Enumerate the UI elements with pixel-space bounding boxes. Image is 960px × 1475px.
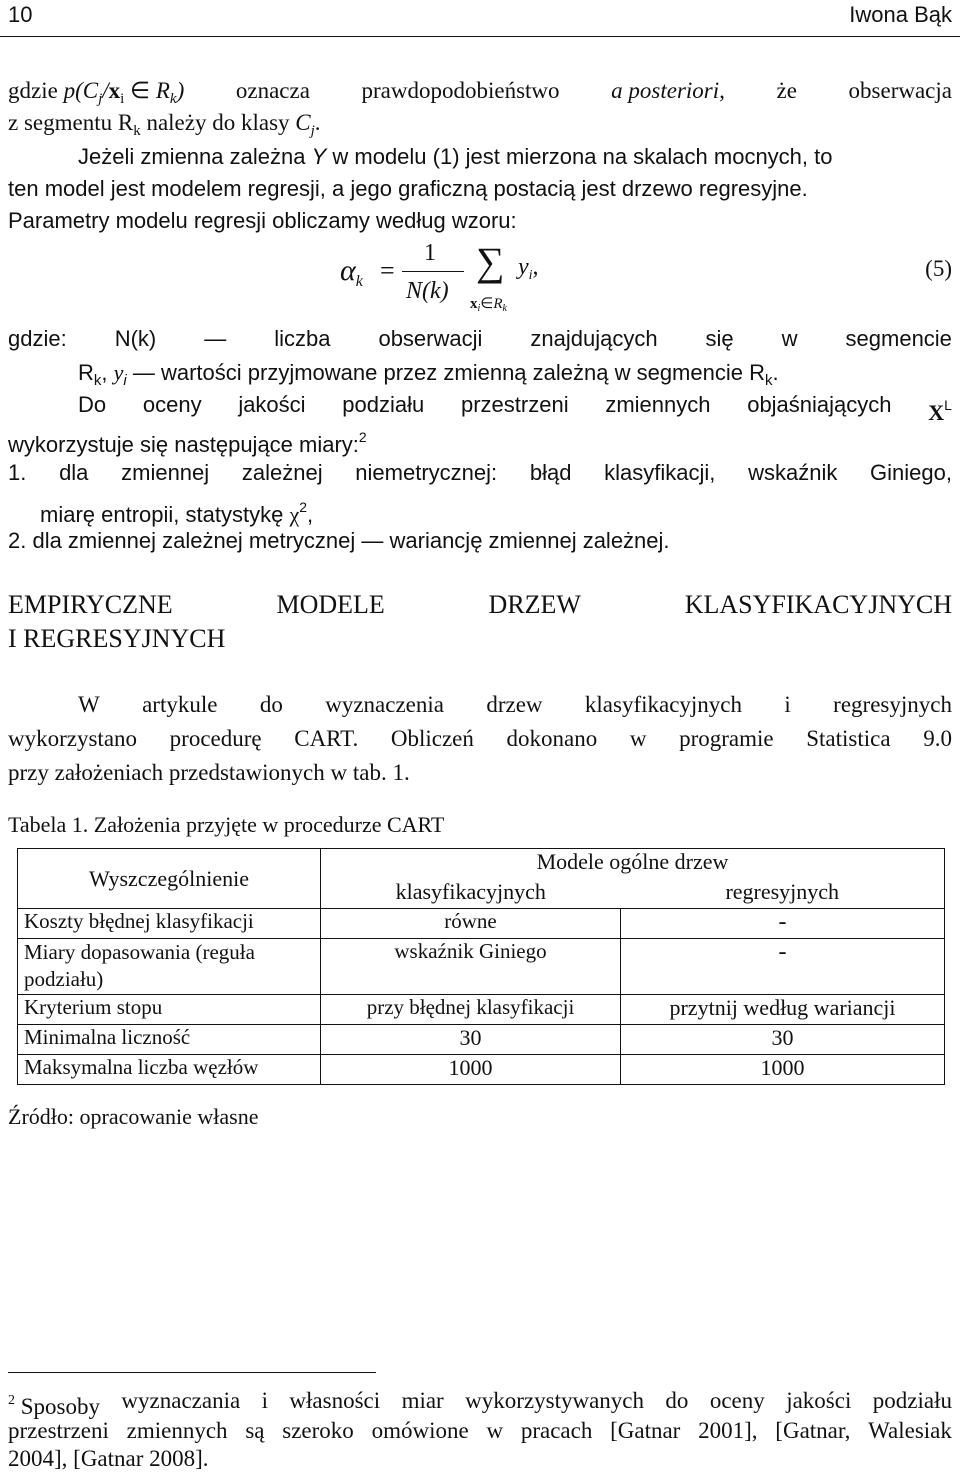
superscript: 2 [299, 499, 307, 515]
list-item1-line2 [40, 492, 952, 530]
subscript: j [98, 91, 103, 107]
word: — [204, 326, 227, 351]
table-row [18, 1025, 945, 1055]
word: wykorzystano [8, 726, 138, 751]
footnote-line2 [8, 1416, 952, 1446]
word: i [784, 692, 791, 717]
element-of-symbol: ∈ [480, 296, 494, 312]
text: gdzie [8, 78, 64, 103]
word: jakości [238, 392, 306, 417]
word: zmiennych [126, 1418, 228, 1443]
text: y [518, 254, 529, 280]
table-cell: Koszty błędnej klasyfikacji [18, 909, 321, 939]
word: Giniego, [870, 460, 952, 485]
section-title-line1 [8, 590, 952, 620]
table-cell: - [621, 909, 945, 939]
word: i [261, 1388, 268, 1413]
text: . [314, 110, 321, 135]
para3-line2 [8, 422, 952, 460]
section-title-line2: I REGRESYJNYCH [8, 624, 226, 653]
text: . [772, 360, 779, 385]
word: Obliczeń [390, 726, 474, 751]
word: KLASYFIKACYJNYCH [684, 590, 952, 619]
subscript: k [355, 273, 363, 290]
word: przestrzeni [460, 392, 569, 417]
vector-x: x [470, 296, 478, 312]
formula-y [518, 254, 539, 284]
para2-line1 [78, 142, 952, 172]
table-cell: wskaźnik Giniego [321, 939, 621, 995]
text: , [101, 360, 114, 385]
word: miar [401, 1388, 444, 1413]
word: wskaźnik [748, 460, 838, 485]
word: obserwacja [848, 78, 952, 103]
text: wykorzystuje się następujące miary: [8, 432, 359, 457]
subscript: i [120, 91, 125, 107]
word: zmiennych [605, 392, 711, 417]
word: a posteriori, [611, 78, 725, 103]
footnote-ref: 2 [358, 429, 367, 445]
word: wyznaczenia [325, 692, 444, 717]
text: miarę entropii, statystykę [40, 502, 290, 527]
word: [Gatnar, [775, 1418, 851, 1443]
word: wykorzystywanych [465, 1388, 644, 1413]
word: DRZEW [488, 590, 581, 619]
alpha-symbol: α [340, 254, 356, 287]
text: w modelu (1) jest mierzona na skalach mocnych, to [326, 144, 833, 169]
list-item2: 2. dla zmiennej zależnej metrycznej — wariancję zmiennej zależnej. [8, 528, 670, 553]
header-group: Modele ogólne drzew [321, 849, 945, 879]
vector-X: X [928, 400, 945, 425]
vector-x: x [108, 78, 121, 103]
table-caption: Tabela 1. Założenia przyjęte w procedurze CART [8, 812, 445, 837]
word: niemetrycznej: [355, 460, 498, 485]
word: szeroko [282, 1418, 354, 1443]
table-header-row [18, 849, 945, 879]
text: Sposoby [20, 1394, 100, 1419]
table-cell: przytnij według wariancji [621, 995, 945, 1025]
chi-symbol: χ [289, 502, 300, 527]
word: procedurę [169, 726, 262, 751]
word: [Gatnar [610, 1418, 681, 1443]
word: zależnej [241, 460, 323, 485]
subscript: k [93, 372, 102, 389]
text: , [532, 254, 539, 280]
table-cell: Kryterium stopu [18, 995, 321, 1025]
subscript: k [502, 303, 507, 314]
word: 2001], [698, 1418, 758, 1443]
word: się [705, 326, 734, 351]
text: R [78, 360, 94, 385]
element-of-symbol: ∈ [130, 78, 151, 103]
table-row [18, 939, 945, 995]
running-head-author: Iwona Bąk [849, 2, 952, 27]
word: Walesiak [868, 1418, 952, 1443]
header-col3: regresyjnych [621, 879, 945, 909]
word: drzew [486, 692, 543, 717]
table-row [18, 995, 945, 1025]
text: — wartości przyjmowane przez zmienną zależną w segmencie R [126, 360, 765, 385]
text: C [295, 110, 311, 135]
subscript: k [133, 123, 141, 139]
word: EMPIRYCZNE [8, 590, 173, 619]
subscript: k [169, 91, 177, 107]
word: obserwacji [378, 326, 483, 351]
word: dla [59, 460, 89, 485]
subscript: j [310, 123, 315, 139]
word: podziału [342, 392, 425, 417]
table-cell: przy błędnej klasyfikacji [321, 995, 621, 1025]
table-cell: Minimalna liczność [18, 1025, 321, 1055]
subscript: i [123, 372, 127, 389]
word: Statistica [806, 726, 891, 751]
word: artykule [142, 692, 218, 717]
word: 1. [8, 460, 27, 485]
text: R [155, 78, 170, 103]
word: jakości [786, 1388, 852, 1413]
header-col1: Wyszczególnienie [18, 849, 321, 909]
para4-line3: przy założeniach przedstawionych w tab. 1. [8, 760, 410, 785]
assumptions-table [17, 848, 945, 1085]
word: CART. [294, 726, 359, 751]
text: ) [176, 78, 185, 103]
word: oznacza [235, 78, 310, 103]
fraction-bar [402, 271, 464, 272]
word: zmiennej [121, 460, 210, 485]
text: Jeżeli zmienna zależna [78, 144, 312, 169]
footnote-line3: 2004], [Gatnar 2008]. [8, 1446, 209, 1471]
page-number: 10 [8, 2, 33, 27]
subscript: k [764, 372, 773, 389]
subscript: i [528, 268, 533, 283]
formula-numerator: 1 [424, 240, 436, 266]
word: oceny [142, 392, 202, 417]
header-col2: klasyfikacyjnych [321, 879, 621, 909]
word: w [629, 726, 647, 751]
sum-range [470, 294, 507, 314]
word: dokonano [506, 726, 598, 751]
word: że [776, 78, 797, 103]
word: W [78, 692, 100, 717]
word: klasyfikacyjnych [584, 692, 743, 717]
header-rule [0, 36, 960, 37]
word: omówione [371, 1418, 469, 1443]
text: Y [311, 144, 327, 169]
equation-number: (5) [925, 256, 952, 281]
word: pracach [520, 1418, 593, 1443]
para1-line2 [8, 108, 952, 146]
word: klasyfikacji, [604, 460, 716, 485]
table-cell: 30 [321, 1025, 621, 1055]
para2-line3: Parametry modelu regresji obliczamy według wzoru: [8, 208, 517, 233]
formula-denominator: N(k) [406, 278, 449, 304]
word: są [245, 1418, 265, 1443]
footnote-marker: 2 [8, 1393, 15, 1408]
word: wyznaczania [121, 1388, 241, 1413]
text: p(C [63, 78, 99, 103]
text: z segmentu R [8, 110, 134, 135]
word: znajdujących [530, 326, 658, 351]
para4-line2 [8, 724, 952, 754]
table-cell: Maksymalna liczba węzłów [18, 1055, 321, 1085]
list-item1-line1 [8, 458, 952, 488]
word: Do [78, 392, 107, 417]
word: w [486, 1418, 504, 1443]
formula-equals: = [380, 256, 395, 285]
word: MODELE [276, 590, 385, 619]
word: N(k) [114, 326, 157, 351]
sum-symbol: ∑ [476, 239, 505, 284]
table-cell: 30 [621, 1025, 945, 1055]
text: , [307, 502, 314, 527]
word: przestrzeni [8, 1418, 109, 1443]
subscript: i [477, 303, 481, 314]
footnote-rule [8, 1372, 376, 1373]
table-cell: 1000 [321, 1055, 621, 1085]
table-row [18, 1055, 945, 1085]
superscript: L [944, 397, 952, 413]
para4-line1 [78, 690, 952, 720]
word: regresyjnych [833, 692, 952, 717]
table-cell: 1000 [621, 1055, 945, 1085]
word: oceny [709, 1388, 765, 1413]
table-cell: Miary dopasowania (reguła podziału) [18, 939, 321, 995]
table-cell: - [621, 939, 945, 995]
table-cell: równe [321, 909, 621, 939]
word: 9.0 [923, 726, 952, 751]
word: segmencie [845, 326, 952, 351]
formula-alpha [340, 254, 363, 291]
word: do [259, 692, 283, 717]
text: y [113, 360, 124, 385]
word: prawdopodobieństwo [361, 78, 560, 103]
word: w [781, 326, 798, 351]
text: / [102, 78, 109, 103]
word: liczba [274, 326, 331, 351]
text: R [493, 296, 503, 312]
word: własności [289, 1388, 381, 1413]
para2-line2: ten model jest modelem regresji, a jego graficzną postacią jest drzewo regresyjne. [8, 176, 808, 201]
table-source: Źródło: opracowanie własne [8, 1104, 259, 1129]
word: błąd [529, 460, 572, 485]
where-line1 [8, 324, 952, 354]
word: gdzie: [8, 326, 67, 351]
table-row [18, 909, 945, 939]
word: objaśniających [747, 392, 892, 417]
word: podziału [872, 1388, 952, 1413]
word: programie [679, 726, 774, 751]
text: należy do klasy [140, 110, 296, 135]
word: do [665, 1388, 689, 1413]
